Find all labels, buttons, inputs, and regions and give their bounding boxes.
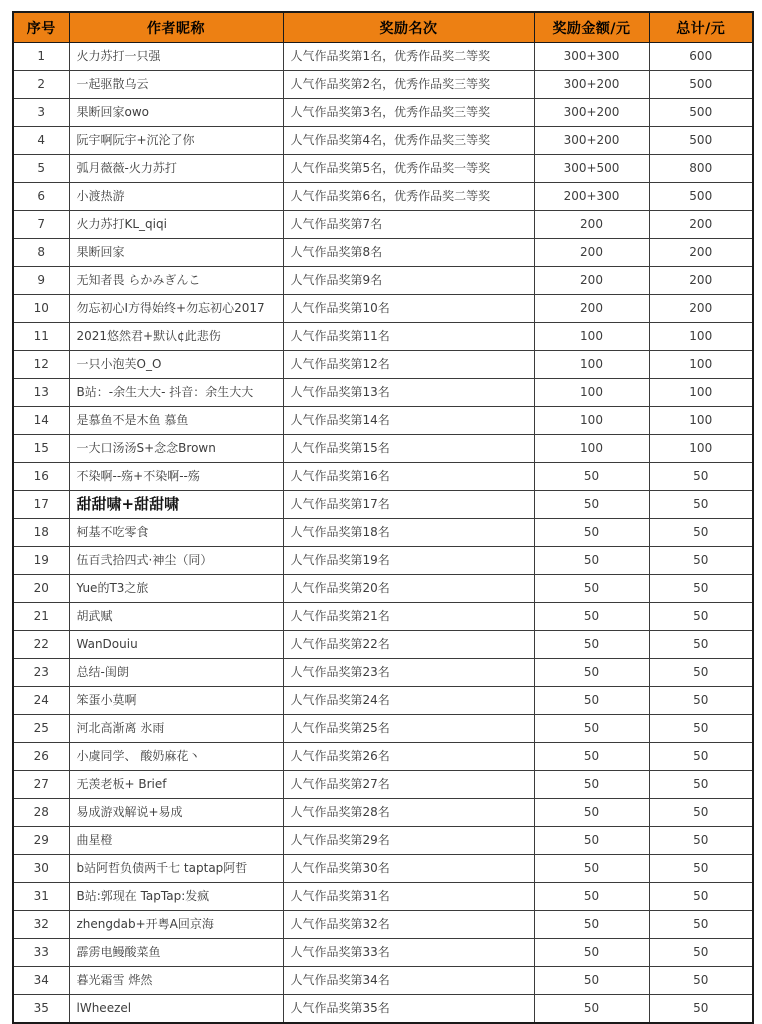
table-row — [13, 659, 753, 687]
cell-award: 人气作品奖第9名 — [283, 267, 534, 295]
cell-index: 31 — [13, 883, 69, 911]
table-row — [13, 939, 753, 967]
cell-nickname: 无知者畏 らかみぎんこ — [69, 267, 283, 295]
cell-amount: 50 — [534, 883, 649, 911]
cell-total: 50 — [649, 715, 753, 743]
cell-nickname: zhengdab+开粤A回京海 — [69, 911, 283, 939]
cell-award: 人气作品奖第16名 — [283, 463, 534, 491]
cell-nickname: lWheezel — [69, 995, 283, 1024]
cell-nickname: Yue的T3之旅 — [69, 575, 283, 603]
cell-total: 50 — [649, 631, 753, 659]
cell-total: 200 — [649, 211, 753, 239]
cell-index: 16 — [13, 463, 69, 491]
cell-nickname: 阮宇啊阮宇+沉沦了你 — [69, 127, 283, 155]
cell-total: 50 — [649, 519, 753, 547]
cell-index: 28 — [13, 799, 69, 827]
table-row — [13, 603, 753, 631]
cell-nickname: B站:郭现在 TapTap:发疯 — [69, 883, 283, 911]
cell-amount: 200 — [534, 239, 649, 267]
table-row — [13, 43, 753, 71]
cell-amount: 100 — [534, 435, 649, 463]
cell-nickname: 不染啊--殇+不染啊--殇 — [69, 463, 283, 491]
cell-amount: 50 — [534, 799, 649, 827]
cell-total: 50 — [649, 603, 753, 631]
cell-award: 人气作品奖第22名 — [283, 631, 534, 659]
cell-index: 27 — [13, 771, 69, 799]
cell-amount: 300+300 — [534, 43, 649, 71]
table-row — [13, 183, 753, 211]
cell-nickname: 暮光霜雪 烨然 — [69, 967, 283, 995]
cell-index: 25 — [13, 715, 69, 743]
cell-index: 10 — [13, 295, 69, 323]
cell-index: 6 — [13, 183, 69, 211]
cell-total: 50 — [649, 967, 753, 995]
cell-award: 人气作品奖第24名 — [283, 687, 534, 715]
cell-nickname: 小渡热游 — [69, 183, 283, 211]
cell-award: 人气作品奖第17名 — [283, 491, 534, 519]
cell-total: 50 — [649, 547, 753, 575]
cell-total: 50 — [649, 575, 753, 603]
cell-index: 5 — [13, 155, 69, 183]
cell-index: 4 — [13, 127, 69, 155]
cell-nickname: B站：-余生大大- 抖音：余生大大 — [69, 379, 283, 407]
cell-amount: 50 — [534, 743, 649, 771]
cell-nickname: 甜甜啸+甜甜啸 — [69, 491, 283, 519]
cell-nickname: 无羡老板+ Brief — [69, 771, 283, 799]
cell-nickname: 柯基不吃零食 — [69, 519, 283, 547]
table-row — [13, 519, 753, 547]
table-row — [13, 771, 753, 799]
cell-total: 100 — [649, 379, 753, 407]
cell-amount: 50 — [534, 603, 649, 631]
cell-total: 50 — [649, 995, 753, 1024]
cell-total: 50 — [649, 687, 753, 715]
cell-total: 50 — [649, 659, 753, 687]
table-row — [13, 295, 753, 323]
cell-nickname: 笨蛋小莫啊 — [69, 687, 283, 715]
cell-index: 26 — [13, 743, 69, 771]
table-row — [13, 575, 753, 603]
cell-total: 100 — [649, 323, 753, 351]
cell-amount: 300+200 — [534, 71, 649, 99]
table-row — [13, 463, 753, 491]
cell-total: 50 — [649, 911, 753, 939]
cell-award: 人气作品奖第27名 — [283, 771, 534, 799]
table-row — [13, 827, 753, 855]
table-row — [13, 631, 753, 659]
cell-amount: 200+300 — [534, 183, 649, 211]
cell-index: 2 — [13, 71, 69, 99]
table-row — [13, 239, 753, 267]
header-row — [13, 12, 753, 43]
cell-total: 200 — [649, 267, 753, 295]
table-row — [13, 127, 753, 155]
cell-award: 人气作品奖第5名，优秀作品奖一等奖 — [283, 155, 534, 183]
cell-index: 34 — [13, 967, 69, 995]
cell-amount: 100 — [534, 407, 649, 435]
cell-amount: 100 — [534, 351, 649, 379]
cell-amount: 50 — [534, 519, 649, 547]
cell-index: 17 — [13, 491, 69, 519]
cell-index: 35 — [13, 995, 69, 1024]
cell-amount: 300+500 — [534, 155, 649, 183]
cell-award: 人气作品奖第21名 — [283, 603, 534, 631]
cell-award: 人气作品奖第15名 — [283, 435, 534, 463]
cell-total: 50 — [649, 463, 753, 491]
table-row — [13, 547, 753, 575]
cell-index: 23 — [13, 659, 69, 687]
cell-index: 29 — [13, 827, 69, 855]
cell-index: 21 — [13, 603, 69, 631]
cell-total: 100 — [649, 351, 753, 379]
table-row — [13, 407, 753, 435]
cell-award: 人气作品奖第1名，优秀作品奖二等奖 — [283, 43, 534, 71]
cell-index: 12 — [13, 351, 69, 379]
table-row — [13, 211, 753, 239]
cell-award: 人气作品奖第32名 — [283, 911, 534, 939]
cell-total: 50 — [649, 491, 753, 519]
header-cell-total: 总计/元 — [649, 12, 753, 43]
table-row — [13, 155, 753, 183]
cell-amount: 50 — [534, 855, 649, 883]
cell-amount: 300+200 — [534, 127, 649, 155]
table-header — [13, 12, 753, 43]
table-row — [13, 379, 753, 407]
cell-award: 人气作品奖第31名 — [283, 883, 534, 911]
cell-nickname: 果断回家 — [69, 239, 283, 267]
cell-index: 3 — [13, 99, 69, 127]
cell-nickname: 2021悠然君+默认¢此悲伤 — [69, 323, 283, 351]
cell-amount: 50 — [534, 911, 649, 939]
cell-amount: 50 — [534, 687, 649, 715]
cell-index: 11 — [13, 323, 69, 351]
cell-index: 9 — [13, 267, 69, 295]
cell-nickname: 弧月薇薇-火力苏打 — [69, 155, 283, 183]
cell-index: 22 — [13, 631, 69, 659]
cell-award: 人气作品奖第23名 — [283, 659, 534, 687]
header-cell-amount: 奖励金额/元 — [534, 12, 649, 43]
cell-amount: 50 — [534, 939, 649, 967]
cell-nickname: 一只小泡芙O_O — [69, 351, 283, 379]
cell-amount: 50 — [534, 659, 649, 687]
table-row — [13, 799, 753, 827]
cell-index: 19 — [13, 547, 69, 575]
cell-nickname: 伍百弐拾四式·神尘（同） — [69, 547, 283, 575]
cell-amount: 50 — [534, 547, 649, 575]
cell-award: 人气作品奖第28名 — [283, 799, 534, 827]
cell-award: 人气作品奖第4名，优秀作品奖三等奖 — [283, 127, 534, 155]
table-row — [13, 687, 753, 715]
cell-index: 8 — [13, 239, 69, 267]
cell-total: 50 — [649, 743, 753, 771]
cell-total: 200 — [649, 239, 753, 267]
cell-amount: 100 — [534, 379, 649, 407]
cell-nickname: 火力苏打一只强 — [69, 43, 283, 71]
cell-award: 人气作品奖第3名，优秀作品奖三等奖 — [283, 99, 534, 127]
cell-index: 1 — [13, 43, 69, 71]
cell-index: 7 — [13, 211, 69, 239]
cell-index: 30 — [13, 855, 69, 883]
table-row — [13, 995, 753, 1024]
cell-total: 600 — [649, 43, 753, 71]
cell-amount: 50 — [534, 715, 649, 743]
cell-award: 人气作品奖第33名 — [283, 939, 534, 967]
cell-nickname: 曲星橙 — [69, 827, 283, 855]
cell-nickname: 河北高渐离 氷雨 — [69, 715, 283, 743]
table-row — [13, 323, 753, 351]
cell-amount: 200 — [534, 211, 649, 239]
cell-total: 50 — [649, 771, 753, 799]
cell-award: 人气作品奖第7名 — [283, 211, 534, 239]
table-row — [13, 743, 753, 771]
cell-nickname: 勿忘初心I方得始终+勿忘初心2017 — [69, 295, 283, 323]
header-cell-award: 奖励名次 — [283, 12, 534, 43]
cell-index: 33 — [13, 939, 69, 967]
cell-amount: 50 — [534, 771, 649, 799]
cell-award: 人气作品奖第8名 — [283, 239, 534, 267]
table-row — [13, 267, 753, 295]
cell-total: 50 — [649, 939, 753, 967]
table-row — [13, 715, 753, 743]
cell-amount: 50 — [534, 491, 649, 519]
cell-award: 人气作品奖第18名 — [283, 519, 534, 547]
cell-index: 13 — [13, 379, 69, 407]
cell-amount: 200 — [534, 267, 649, 295]
cell-amount: 50 — [534, 575, 649, 603]
cell-nickname: 小虞同学、 酸奶麻花丶 — [69, 743, 283, 771]
cell-nickname: 一大口汤汤S+念念Brown — [69, 435, 283, 463]
cell-award: 人气作品奖第13名 — [283, 379, 534, 407]
cell-award: 人气作品奖第19名 — [283, 547, 534, 575]
cell-nickname: WanDouiu — [69, 631, 283, 659]
cell-award: 人气作品奖第2名，优秀作品奖三等奖 — [283, 71, 534, 99]
cell-nickname: 果断回家owo — [69, 99, 283, 127]
cell-award: 人气作品奖第12名 — [283, 351, 534, 379]
cell-nickname: 霹雳电鳗酸菜鱼 — [69, 939, 283, 967]
cell-nickname: b站阿哲负债两千七 taptap阿哲 — [69, 855, 283, 883]
cell-total: 50 — [649, 827, 753, 855]
cell-award: 人气作品奖第26名 — [283, 743, 534, 771]
table-row — [13, 491, 753, 519]
cell-index: 14 — [13, 407, 69, 435]
award-table-container — [12, 11, 752, 1024]
cell-total: 800 — [649, 155, 753, 183]
cell-total: 500 — [649, 127, 753, 155]
cell-index: 20 — [13, 575, 69, 603]
cell-total: 50 — [649, 883, 753, 911]
cell-award: 人气作品奖第30名 — [283, 855, 534, 883]
cell-nickname: 总结-闺朗 — [69, 659, 283, 687]
cell-total: 200 — [649, 295, 753, 323]
cell-award: 人气作品奖第29名 — [283, 827, 534, 855]
table-body — [13, 43, 753, 1024]
award-table — [12, 11, 754, 1024]
cell-index: 32 — [13, 911, 69, 939]
cell-amount: 50 — [534, 967, 649, 995]
cell-award: 人气作品奖第6名，优秀作品奖二等奖 — [283, 183, 534, 211]
cell-amount: 50 — [534, 463, 649, 491]
cell-total: 50 — [649, 855, 753, 883]
cell-index: 18 — [13, 519, 69, 547]
cell-nickname: 火力苏打KL_qiqi — [69, 211, 283, 239]
cell-amount: 50 — [534, 995, 649, 1024]
header-cell-nickname: 作者昵称 — [69, 12, 283, 43]
cell-award: 人气作品奖第25名 — [283, 715, 534, 743]
cell-award: 人气作品奖第34名 — [283, 967, 534, 995]
cell-total: 100 — [649, 435, 753, 463]
cell-amount: 50 — [534, 827, 649, 855]
cell-total: 50 — [649, 799, 753, 827]
cell-award: 人气作品奖第11名 — [283, 323, 534, 351]
cell-amount: 100 — [534, 323, 649, 351]
cell-nickname: 易成游戏解说+易成 — [69, 799, 283, 827]
cell-total: 100 — [649, 407, 753, 435]
cell-index: 24 — [13, 687, 69, 715]
cell-index: 15 — [13, 435, 69, 463]
table-row — [13, 435, 753, 463]
cell-amount: 300+200 — [534, 99, 649, 127]
cell-total: 500 — [649, 99, 753, 127]
table-row — [13, 911, 753, 939]
header-cell-index: 序号 — [13, 12, 69, 43]
cell-award: 人气作品奖第20名 — [283, 575, 534, 603]
cell-total: 500 — [649, 71, 753, 99]
cell-award: 人气作品奖第10名 — [283, 295, 534, 323]
cell-amount: 200 — [534, 295, 649, 323]
table-row — [13, 351, 753, 379]
cell-nickname: 胡武赋 — [69, 603, 283, 631]
table-row — [13, 883, 753, 911]
cell-nickname: 一起驱散乌云 — [69, 71, 283, 99]
cell-nickname: 是慕鱼不是木鱼 慕鱼 — [69, 407, 283, 435]
cell-total: 500 — [649, 183, 753, 211]
table-row — [13, 99, 753, 127]
cell-amount: 50 — [534, 631, 649, 659]
cell-award: 人气作品奖第35名 — [283, 995, 534, 1024]
table-row — [13, 967, 753, 995]
cell-award: 人气作品奖第14名 — [283, 407, 534, 435]
table-row — [13, 71, 753, 99]
table-row — [13, 855, 753, 883]
